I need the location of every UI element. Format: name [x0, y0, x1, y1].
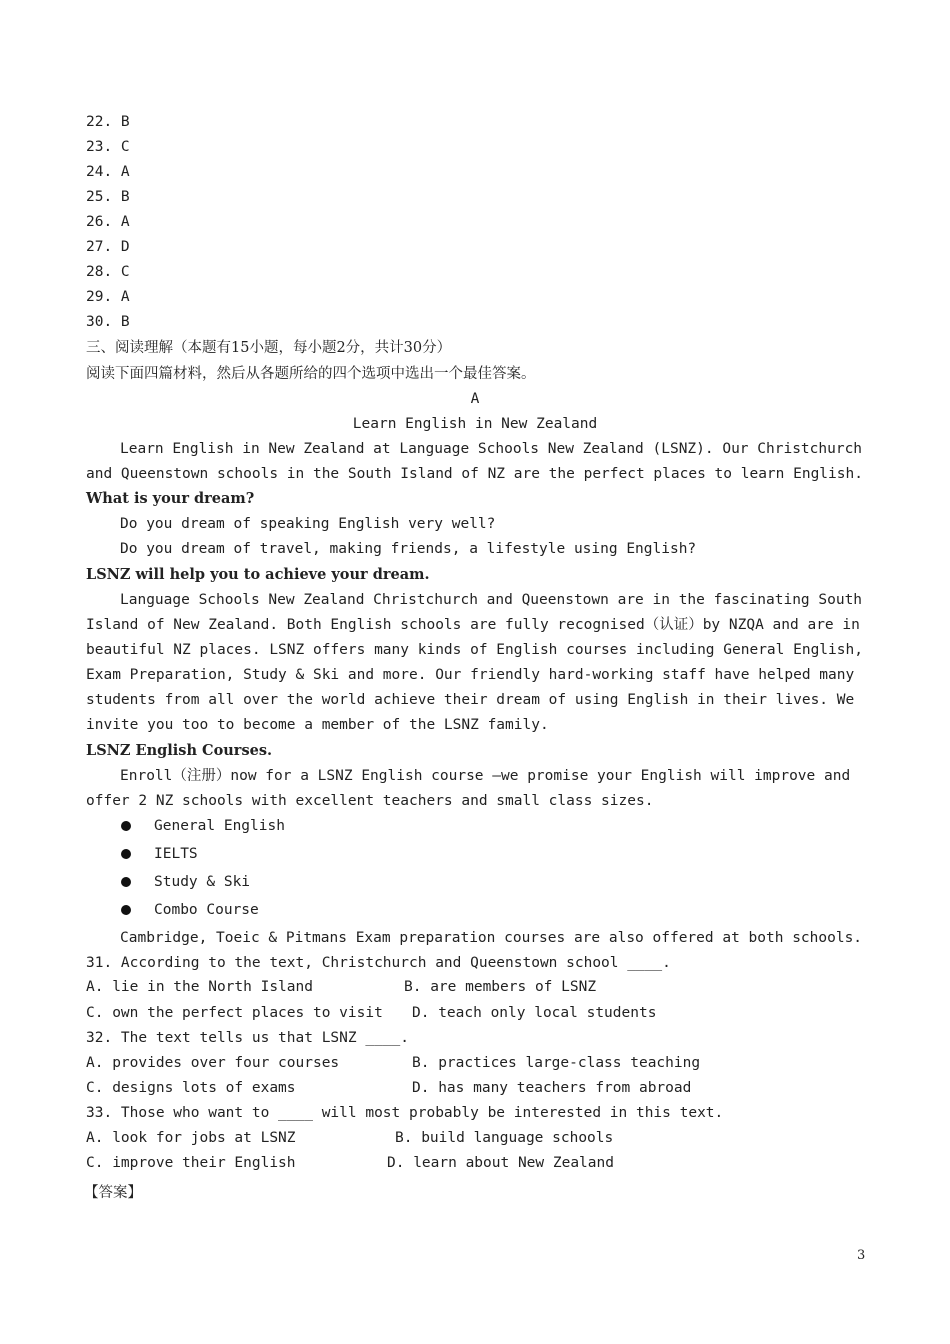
question-31-option-b: B. are members of LSNZ: [404, 979, 597, 995]
question-33-option-b: B. build language schools: [395, 1130, 614, 1146]
section-heading: 三、阅读理解（本题有15小题，每小题2分，共计30分）: [86, 340, 452, 356]
cambridge-line: Cambridge, Toeic & Pitmans Exam preparation courses are also offered at both schools.: [120, 930, 863, 946]
answer-22: 22. B: [86, 114, 130, 130]
question-33-stem: 33. Those who want to ____ will most probably be interested in this text.: [86, 1105, 724, 1121]
intro-line-1: Learn English in New Zealand at Language Schools New Zealand (LSNZ). Our Christchurch: [120, 441, 863, 457]
dream-question-2: Do you dream of travel, making friends, a lifestyle using English?: [120, 541, 697, 557]
answer-29: 29. A: [86, 289, 130, 305]
heading-courses: LSNZ English Courses.: [86, 742, 273, 759]
help-line-2: Island of New Zealand. Both English schools are fully recognised（认证）by NZQA and are in: [86, 617, 860, 633]
question-31-stem: 31. According to the text, Christchurch and Queenstown school ____.: [86, 955, 671, 971]
help-line-3: beautiful NZ places. LSNZ offers many kinds of English courses including General English,: [86, 642, 863, 658]
answer-23: 23. C: [86, 139, 130, 155]
question-32-option-c: C. designs lots of exams: [86, 1080, 296, 1096]
dream-question-1: Do you dream of speaking English very well?: [120, 516, 496, 532]
question-31-option-d: D. teach only local students: [412, 1005, 657, 1021]
question-31-option-a: A. lie in the North Island: [86, 979, 313, 995]
answer-26: 26. A: [86, 214, 130, 230]
help-line-1: Language Schools New Zealand Christchurch and Queenstown are in the fascinating South: [120, 592, 863, 608]
page-number: 3: [857, 1248, 866, 1263]
help-line-4: Exam Preparation, Study & Ski and more. Our friendly hard-working staff have helped many: [86, 667, 855, 683]
answer-label: 【答案】: [84, 1185, 142, 1201]
intro-line-2: and Queenstown schools in the South Island of NZ are the perfect places to learn English.: [86, 466, 863, 482]
question-32-option-d: D. has many teachers from abroad: [412, 1080, 692, 1096]
heading-dream: What is your dream?: [86, 490, 255, 507]
course-item: General English: [154, 818, 285, 834]
question-33-option-a: A. look for jobs at LSNZ: [86, 1130, 296, 1146]
answer-24: 24. A: [86, 164, 130, 180]
help-line-6: invite you too to become a member of the LSNZ family.: [86, 717, 549, 733]
question-32-option-a: A. provides over four courses: [86, 1055, 340, 1071]
question-33-option-c: C. improve their English: [86, 1155, 296, 1171]
course-item: IELTS: [154, 846, 198, 862]
answer-27: 27. D: [86, 239, 130, 255]
enroll-line-2: offer 2 NZ schools with excellent teachers and small class sizes.: [86, 793, 654, 809]
passage-title: Learn English in New Zealand: [352, 416, 598, 432]
heading-help: LSNZ will help you to achieve your dream.: [86, 566, 430, 583]
bullet-icon: [121, 849, 131, 859]
bullet-icon: [121, 905, 131, 915]
help-line-5: students from all over the world achieve their dream of using English in their lives. We: [86, 692, 855, 708]
course-item: Combo Course: [154, 902, 259, 918]
question-32-option-b: B. practices large-class teaching: [412, 1055, 701, 1071]
question-33-option-d: D. learn about New Zealand: [387, 1155, 614, 1171]
answer-28: 28. C: [86, 264, 130, 280]
answer-30: 30. B: [86, 314, 130, 330]
question-32-stem: 32. The text tells us that LSNZ ____.: [86, 1030, 410, 1046]
enroll-line-1: Enroll（注册）now for a LSNZ English course –we promise your English will improve and: [120, 768, 851, 784]
question-31-option-c: C. own the perfect places to visit: [86, 1005, 383, 1021]
instruction: 阅读下面四篇材料，然后从各题所给的四个选项中选出一个最佳答案。: [86, 366, 536, 382]
bullet-icon: [121, 877, 131, 887]
bullet-icon: [121, 821, 131, 831]
answer-25: 25. B: [86, 189, 130, 205]
passage-label: A: [470, 391, 480, 407]
course-item: Study & Ski: [154, 874, 251, 890]
